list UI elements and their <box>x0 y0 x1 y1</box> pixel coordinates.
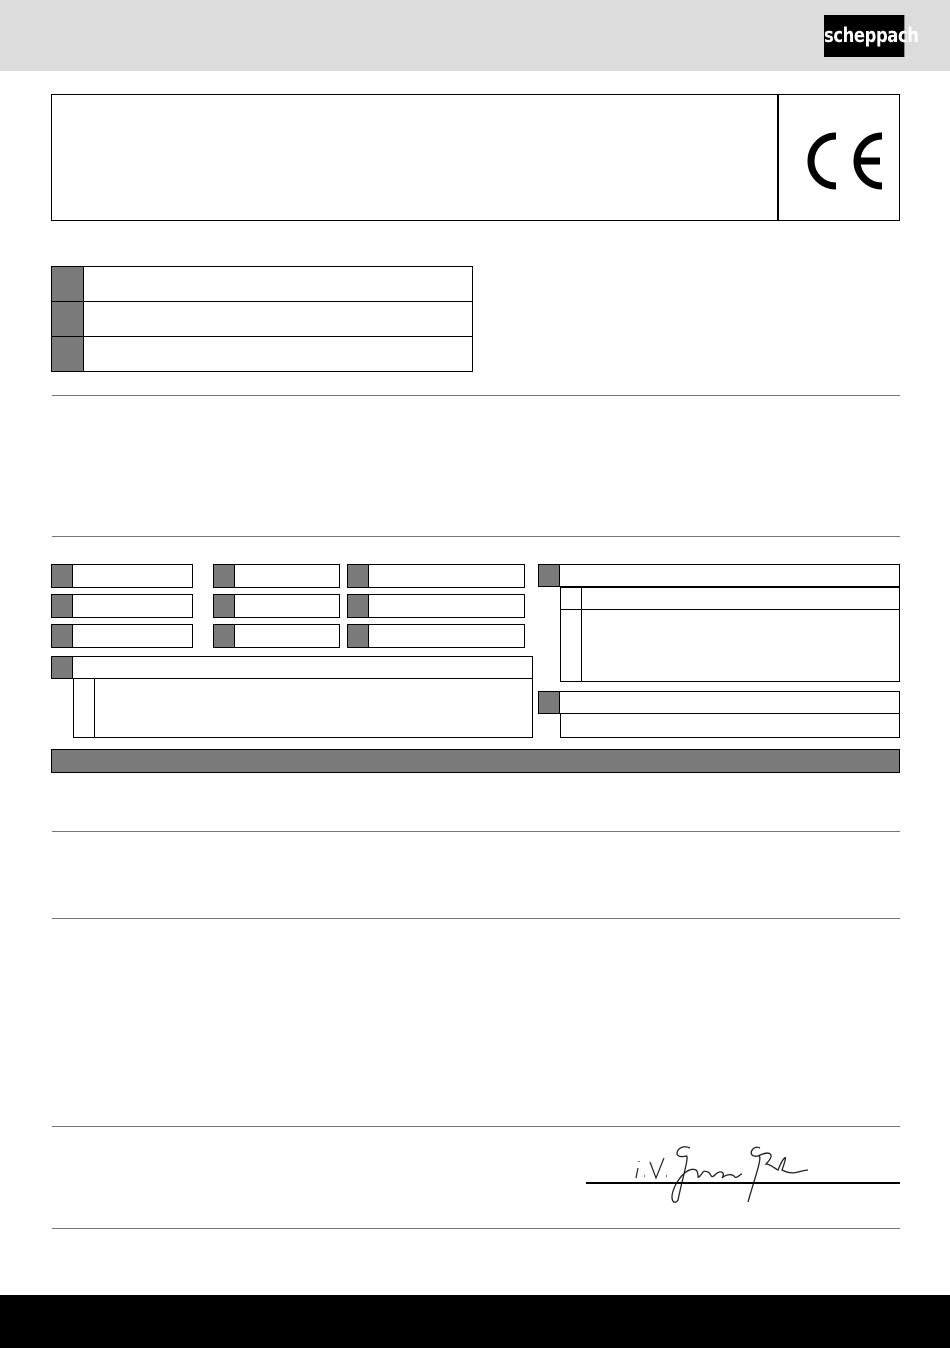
wide-box-body <box>73 678 533 738</box>
ce-mark-icon <box>800 130 890 192</box>
right-box-row-1 <box>560 587 900 610</box>
row-marker-2 <box>51 301 84 337</box>
field-marker <box>347 594 369 618</box>
signature-line <box>586 1182 900 1184</box>
right-box2-row <box>560 713 900 738</box>
divider-3 <box>52 831 900 832</box>
field-marker <box>538 564 560 587</box>
field-c3 <box>347 624 525 648</box>
field-marker <box>213 564 235 588</box>
field-c1 <box>347 564 525 588</box>
info-row-3 <box>51 336 473 372</box>
divider-4 <box>52 918 900 919</box>
section-band <box>51 749 900 773</box>
wide-box-header <box>51 656 533 679</box>
handwritten-signature <box>630 1140 810 1208</box>
right-box-row-2 <box>560 609 900 682</box>
divider-6 <box>52 1228 900 1229</box>
divider-5 <box>52 1126 900 1127</box>
field-marker <box>213 594 235 618</box>
field-marker <box>213 624 235 648</box>
field-c2 <box>347 594 525 618</box>
header-bar <box>0 0 950 71</box>
field-marker <box>538 691 560 714</box>
right-box2-header <box>538 691 900 714</box>
field-marker <box>51 624 73 648</box>
divider-2 <box>52 536 900 537</box>
row-marker-1 <box>51 266 84 302</box>
brand-logo: scheppach <box>824 15 904 57</box>
info-row-2 <box>51 301 473 337</box>
footer-bar <box>0 1295 950 1348</box>
field-marker <box>347 624 369 648</box>
wide-box-subcolumn <box>94 678 95 738</box>
divider-1 <box>52 395 900 396</box>
right-box-subcolumn <box>581 587 582 682</box>
field-marker <box>347 564 369 588</box>
title-frame <box>51 94 900 221</box>
ce-divider <box>777 95 779 220</box>
field-marker <box>51 594 73 618</box>
field-marker <box>51 656 73 679</box>
info-row-1 <box>51 266 473 302</box>
right-box-header <box>538 564 900 587</box>
row-marker-3 <box>51 336 84 372</box>
field-marker <box>51 564 73 588</box>
